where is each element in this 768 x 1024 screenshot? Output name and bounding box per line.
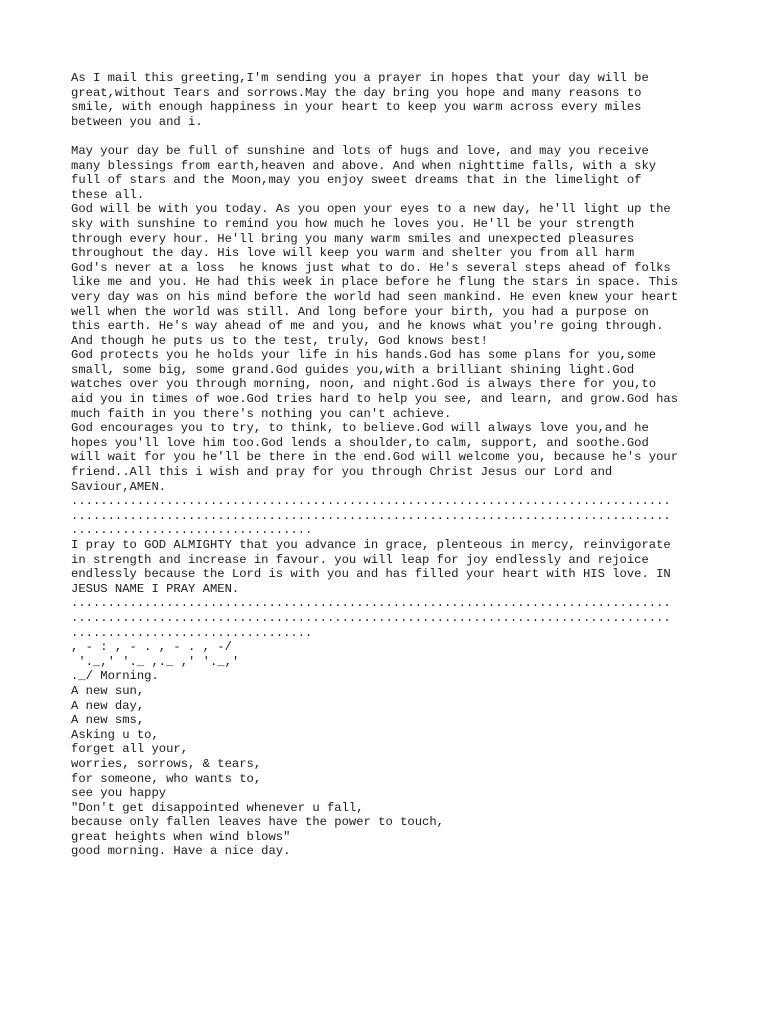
poem-new-day: A new sun, A new day, A new sms, Asking u to, forget all your, worries, sorrows, & tears, for someone, who wants to, see you happy "Don't get disappointed whenever u fall, because only fallen leaves have the power to touch, great heights when wind blows" good morning. Have a nice day. [71, 683, 444, 859]
dotted-divider-1: .................................................................................. .................................................................................. ................................. [71, 494, 671, 538]
document-page [71, 71, 711, 859]
paragraph-sunshine: May your day be full of sunshine and lots of hugs and love, and may you receive many blessings from earth,heaven and above. And when nighttime falls, with a sky full of stars and the Moon,may you enjoy sweet dreams that in the limelight of these all. [71, 143, 657, 202]
ascii-art-morning: , - : , - . , - . , -/ '._,' '._ ,._ ,' '._,' ._/ Morning. [71, 640, 240, 684]
dotted-divider-2: .................................................................................. .................................................................................. ................................. [71, 596, 671, 640]
paragraph-god-never-at-loss: God's never at a loss he knows just what to do. He's several steps ahead of folks like me and you. He had this week in place before he flung the stars in space. This very day was on his mind before the world had seen mankind. He even knew your heart well when the world was still. And long before your birth, you had a purpose on this earth. He's way ahead of me and you, and he knows what you're going through. And though he puts us to the test, truly, God knows best! [71, 260, 679, 348]
paragraph-god-with-you: God will be with you today. As you open your eyes to a new day, he'll light up the sky with sunshine to remind you how much he loves you. He'll be your strength through every hour. He'll bring you many warm smiles and unexpected pleasures throughout the day. His love will keep you warm and shelter you from all harm [71, 202, 671, 261]
paragraph-god-encourages: God encourages you to try, to think, to believe.God will always love you,and he hopes you'll love him too.God lends a shoulder,to calm, support, and soothe.God will wait for you he'll be there in the end.God will welcome you, because he's your friend..All this i wish and pray for you through Christ Jesus our Lord and Saviour,AMEN. [71, 421, 679, 494]
paragraph-greeting: As I mail this greeting,I'm sending you a prayer in hopes that your day will be great,without Tears and sorrows.May the day bring you hope and many reasons to smile, with enough happiness in your heart to keep you warm across every miles between you and i. [71, 71, 649, 129]
paragraph-spacer [71, 129, 711, 144]
paragraph-god-protects: God protects you he holds your life in his hands.God has some plans for you,some small, some big, some grand.God guides you,with a brilliant shining light.God watches over you through morning, noon, and night.God is always there for you,to aid you in times of woe.God tries hard to help you see, and learn, and grow.God has much faith in you there's nothing you can't achieve. [71, 348, 679, 421]
paragraph-prayer: I pray to GOD ALMIGHTY that you advance in grace, plenteous in mercy, reinvigorate in strength and increase in favour. you will leap for joy endlessly and rejoice endlessly because the Lord is with you and has filled your heart with HIS love. IN JESUS NAME I PRAY AMEN. [71, 538, 671, 596]
